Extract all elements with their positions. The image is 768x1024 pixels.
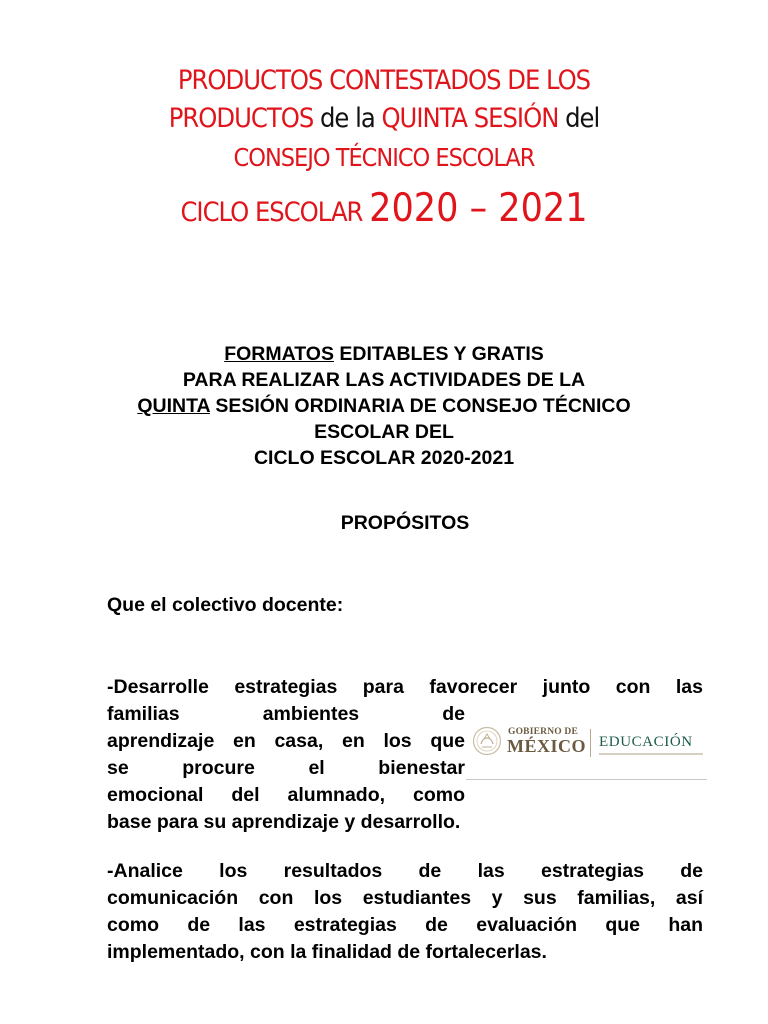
national-seal-icon xyxy=(472,726,502,756)
title-de-la: de la xyxy=(319,103,375,134)
title-quinta-sesion: QUINTA SESIÓN xyxy=(381,103,559,134)
formatos-line-1-rest: EDITABLES Y GRATIS xyxy=(333,343,544,365)
paragraph-2-line-1: -Analice los resultados de las estrategias de xyxy=(107,860,703,882)
formatos-quinta-underlined: QUINTA xyxy=(137,395,210,417)
logo-subtitle-decoration xyxy=(599,753,703,755)
title-line-2 xyxy=(0,100,768,138)
title-line-3 xyxy=(0,138,768,178)
paragraph-1-line-4: se procure el bienestar xyxy=(107,757,465,779)
title-year-range: 2020 – 2021 xyxy=(369,186,588,231)
title-productos: PRODUCTOS xyxy=(168,103,314,134)
paragraph-1-line-1: -Desarrolle estrategias para favorecer junto con las xyxy=(107,676,703,698)
propositos-heading: PROPÓSITOS xyxy=(340,512,470,534)
paragraph-1-line-3: aprendizaje en casa, en los que xyxy=(107,730,465,752)
document-title xyxy=(0,62,768,244)
formatos-heading xyxy=(0,341,768,471)
paragraph-2-line-2: comunicación con los estudiantes y sus familias, así xyxy=(107,887,703,909)
title-consejo-tecnico: CONSEJO TÉCNICO xyxy=(233,143,430,172)
formatos-line-5: CICLO ESCOLAR 2020-2021 xyxy=(253,447,515,469)
paragraph-1-line-5: emocional del alumnado, como xyxy=(107,784,465,806)
intro-text: Que el colectivo docente: xyxy=(107,594,344,616)
paragraph-2-line-3: como de las estrategias de evaluación que han xyxy=(107,914,703,936)
logo-underline xyxy=(466,779,707,780)
paragraph-1-line-2: familias ambientes de xyxy=(107,703,465,725)
logo-gobierno-de: GOBIERNO DE xyxy=(508,727,579,737)
title-line-4 xyxy=(0,178,768,244)
formatos-line-3 xyxy=(0,393,768,419)
paragraph-1-line-6: base para su aprendizaje y desarrollo. xyxy=(107,811,461,833)
title-line-1: PRODUCTOS CONTESTADOS DE LOS xyxy=(177,65,591,96)
logo-divider xyxy=(590,729,591,757)
gobierno-educacion-logo xyxy=(466,712,707,780)
paragraph-2 xyxy=(107,858,703,966)
formatos-underlined: FORMATOS xyxy=(224,343,334,365)
formatos-line-2: PARA REALIZAR LAS ACTIVIDADES DE LA xyxy=(182,369,586,391)
title-del: del xyxy=(565,103,600,134)
logo-educacion: EDUCACIÓN xyxy=(599,734,693,750)
title-ciclo-escolar: CICLO ESCOLAR xyxy=(180,197,363,228)
title-escolar: ESCOLAR xyxy=(435,143,535,172)
formatos-line-1 xyxy=(0,341,768,367)
paragraph-1-wrapped xyxy=(107,701,465,809)
logo-mexico: MÉXICO xyxy=(507,736,586,756)
formatos-line-3-rest: SESIÓN ORDINARIA DE CONSEJO TÉCNICO xyxy=(209,395,631,417)
paragraph-2-line-4: implementado, con la finalidad de fortalecerlas. xyxy=(107,941,547,963)
formatos-line-4: ESCOLAR DEL xyxy=(314,421,454,443)
